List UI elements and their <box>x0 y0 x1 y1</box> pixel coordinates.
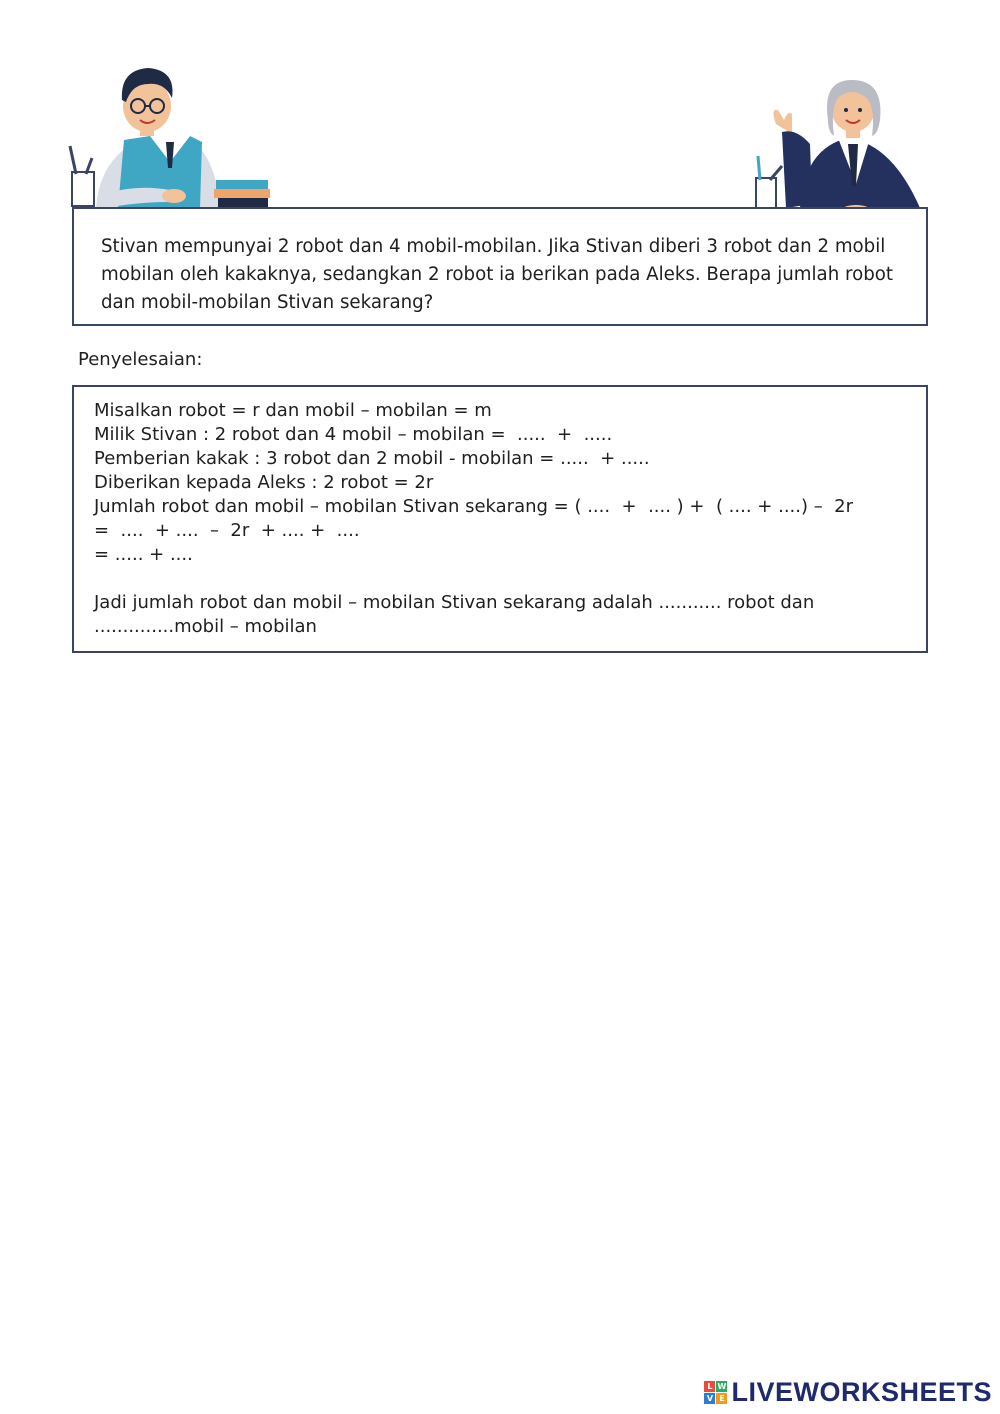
books-icon <box>214 180 270 207</box>
logo-letter: V <box>704 1393 715 1404</box>
solution-line: Jumlah robot dan mobil – mobilan Stivan sekarang = ( .... + .... ) + ( .... + ....) – 2r <box>94 496 854 517</box>
solution-line: Milik Stivan : 2 robot dan 4 mobil – mobilan = ..... + ..... <box>94 424 613 445</box>
pencil-holder-icon <box>70 146 94 206</box>
conclusion-line: ..............mobil – mobilan <box>94 616 317 637</box>
solution-line: Diberikan kepada Aleks : 2 robot = 2r <box>94 472 434 493</box>
pencil-holder-icon <box>756 156 782 208</box>
problem-text: Stivan mempunyai 2 robot dan 4 mobil-mobilan. Jika Stivan diberi 3 robot dan 2 mobil mobilan oleh kakaknya, sedangkan 2 robot ia berikan pada Aleks. Berapa jumlah robot dan mobil-mobilan Stivan sekarang? <box>101 236 894 313</box>
solution-line: Pemberian kakak : 3 robot dan 2 mobil - mobilan = ..... + ..... <box>94 448 650 469</box>
logo-letter: E <box>716 1393 727 1404</box>
logo-letter: W <box>717 1382 727 1391</box>
solution-box <box>72 385 928 653</box>
boy-illustration <box>66 62 276 210</box>
solution-line: = .... + .... – 2r + .... + .... <box>94 520 360 541</box>
solution-line: Misalkan robot = r dan mobil – mobilan = m <box>94 400 492 421</box>
solution-label: Penyelesaian: <box>78 349 203 370</box>
teacher-illustration <box>752 74 928 224</box>
problem-box <box>72 207 928 326</box>
logo-letter: L <box>704 1381 715 1392</box>
spacer <box>94 567 906 591</box>
liveworksheets-logo <box>704 1377 992 1408</box>
logo-mark-icon <box>704 1381 727 1404</box>
conclusion-line: Jadi jumlah robot dan mobil – mobilan Stivan sekarang adalah ........... robot dan <box>94 592 815 613</box>
solution-line: = ..... + .... <box>94 544 193 565</box>
brand-name: LIVEWORKSHEETS <box>731 1377 992 1407</box>
